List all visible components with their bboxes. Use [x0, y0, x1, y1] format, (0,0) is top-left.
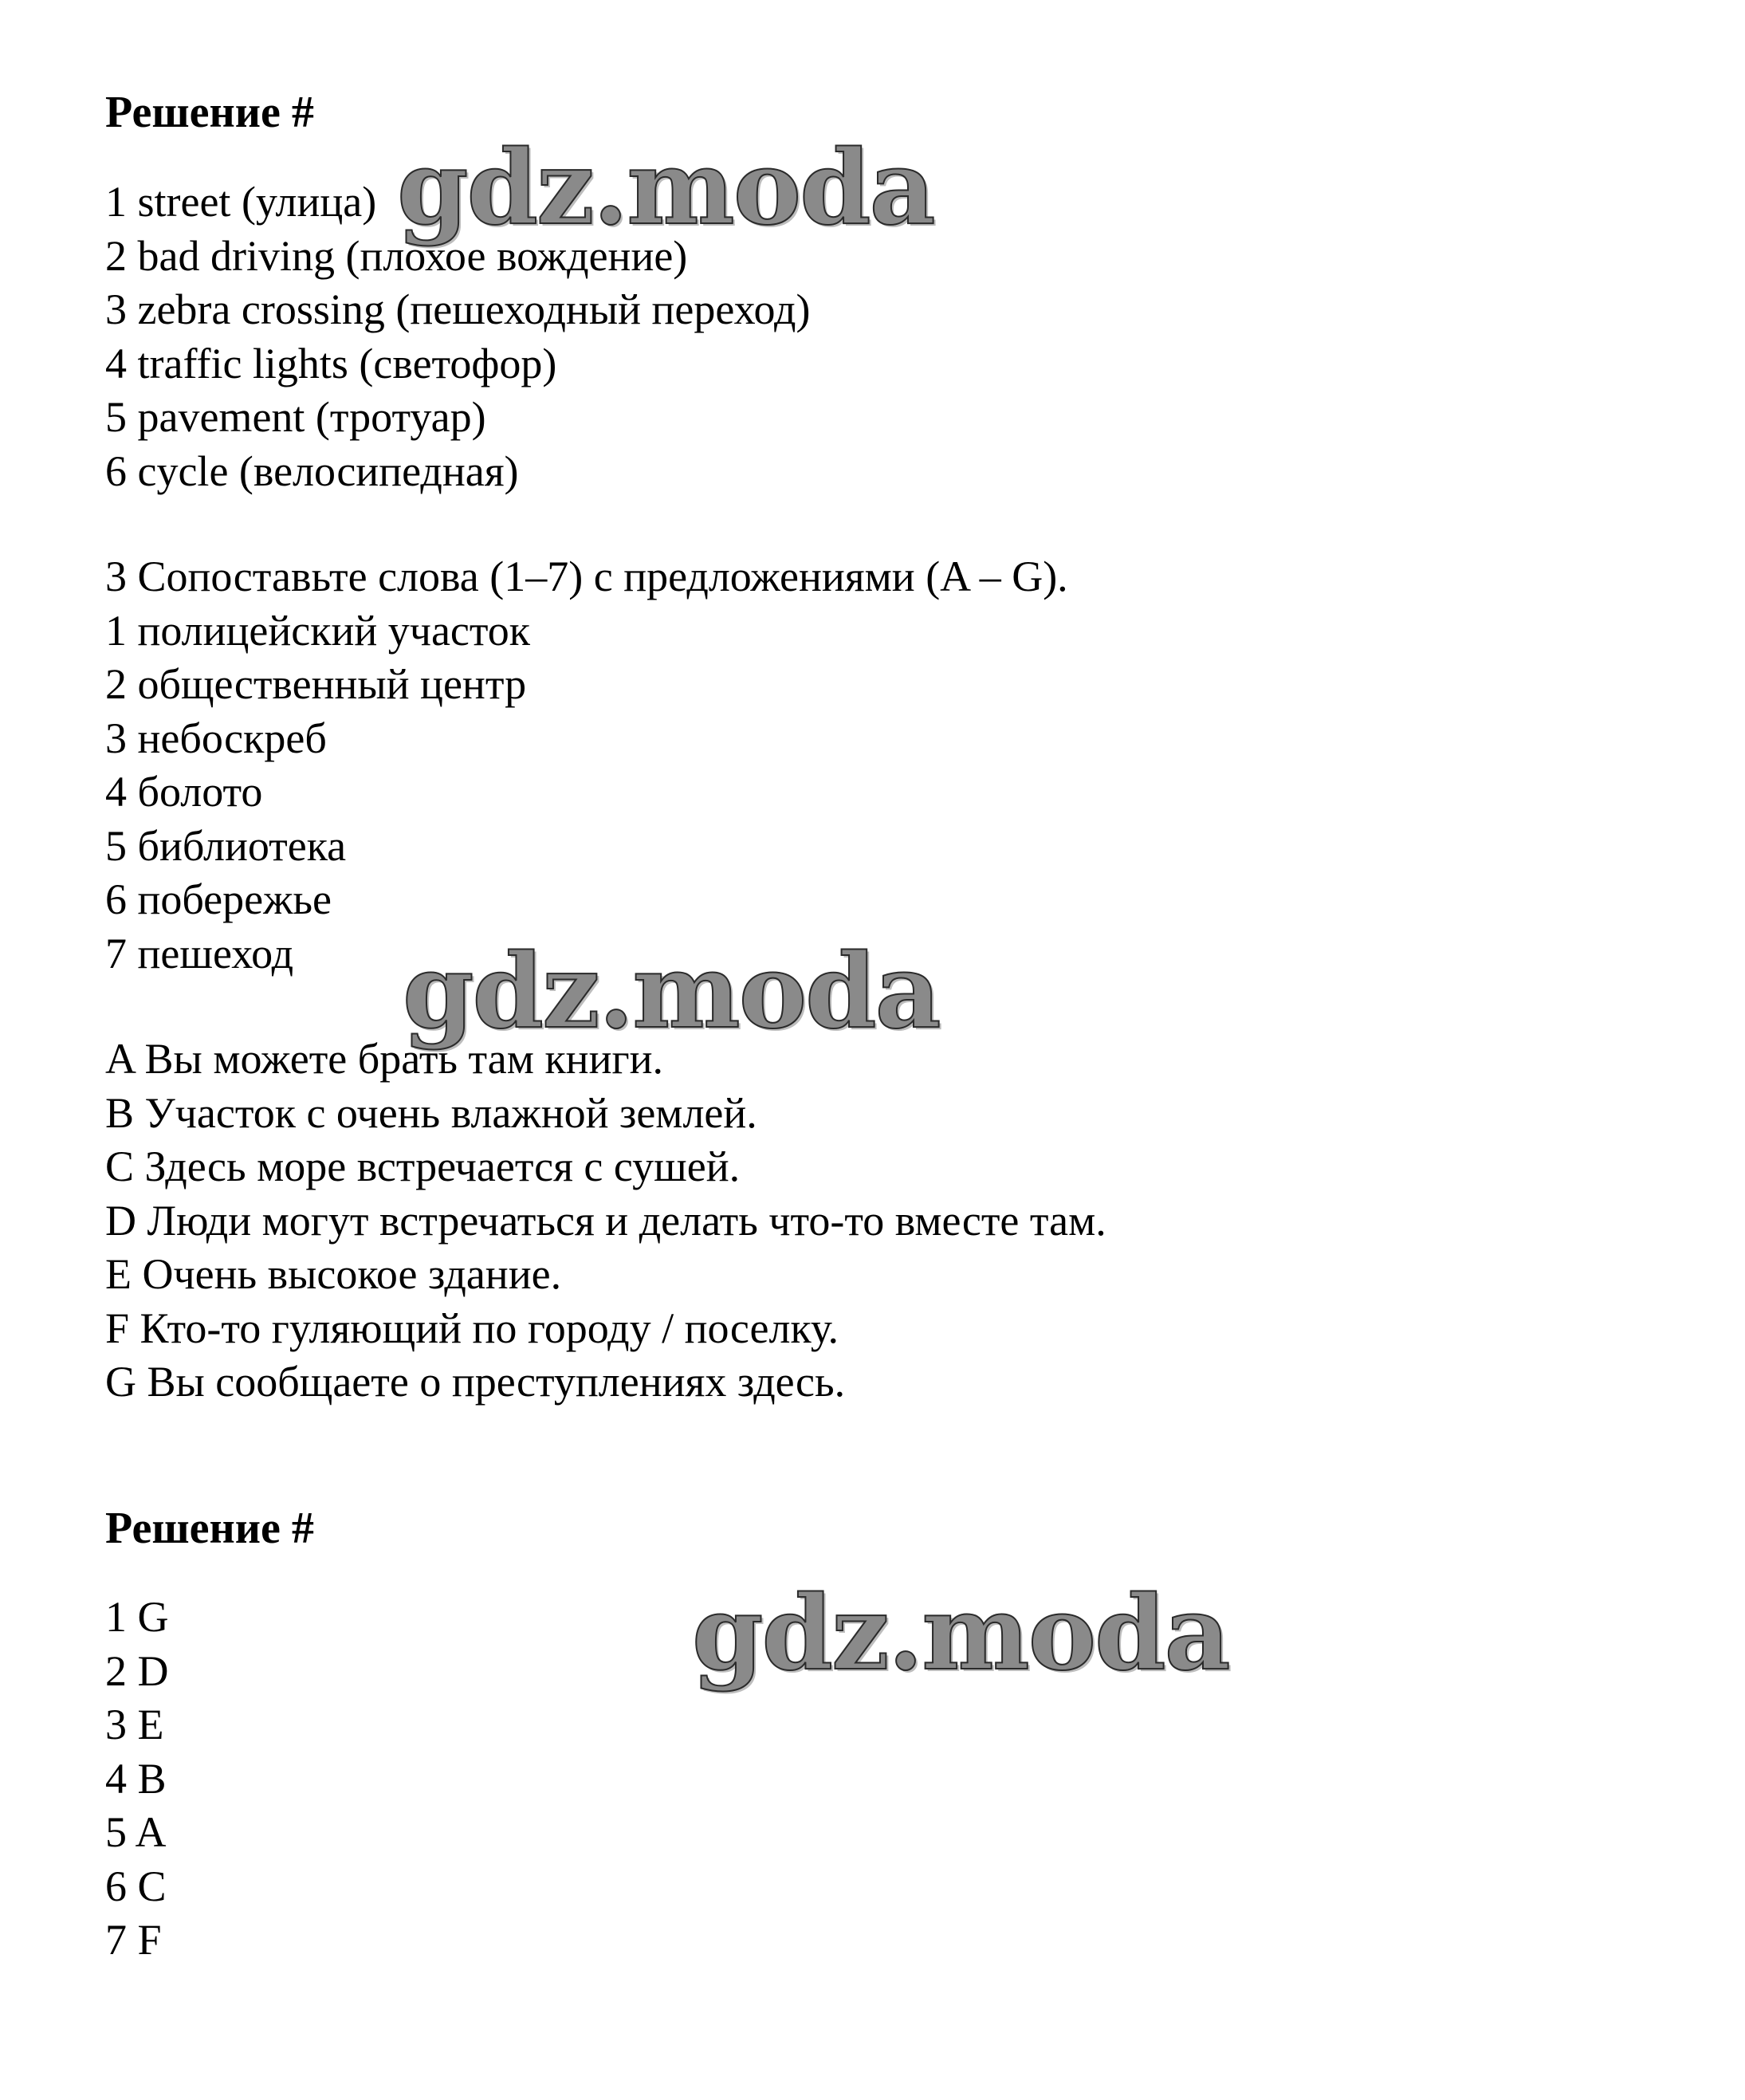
word-item: 4 болото — [105, 768, 263, 816]
sentence-item: D Люди могут встречаться и делать что-то вместе там. — [105, 1196, 1106, 1245]
solution-2-answers — [105, 1591, 169, 1968]
exercise-3-sentences — [105, 1032, 1106, 1410]
answer-item: 5 A — [105, 1808, 167, 1856]
word-item: 2 общественный центр — [105, 660, 527, 708]
sentence-item: G Вы сообщаете о преступлениях здесь. — [105, 1358, 846, 1406]
sentence-item: B Участок с очень влажной землей. — [105, 1088, 757, 1137]
answer-item: 1 G — [105, 1593, 169, 1641]
answer-item: 6 C — [105, 1862, 167, 1910]
list-item: 1 street (улица) — [105, 178, 377, 226]
sentence-item: E Очень высокое здание. — [105, 1250, 562, 1298]
solution-heading-2: Решение # — [105, 1504, 314, 1553]
word-item: 6 побережье — [105, 875, 332, 923]
sentence-item: C Здесь море встречается с сушей. — [105, 1142, 741, 1190]
solution-heading-1: Решение # — [105, 88, 314, 137]
list-item: 4 traffic lights (светофор) — [105, 339, 557, 387]
list-item: 6 cycle (велосипедная) — [105, 446, 519, 495]
word-item: 7 пешеход — [105, 929, 294, 977]
exercise-title: 3 Сопоставьте слова (1–7) с предложениями (A – G). — [105, 553, 1068, 600]
list-item: 3 zebra crossing (пешеходный переход) — [105, 285, 811, 333]
answer-item: 2 D — [105, 1646, 169, 1695]
watermark-logo: gdz.moda — [403, 932, 940, 1052]
answer-item: 4 B — [105, 1754, 167, 1803]
answer-item: 3 E — [105, 1701, 164, 1748]
list-item: 2 bad driving (плохое вождение) — [105, 231, 688, 280]
exercise-3-words — [105, 550, 1068, 981]
list-item: 5 pavement (тротуар) — [105, 393, 486, 441]
sentence-item: A Вы можете брать там книги. — [105, 1035, 664, 1083]
answer-item: 7 F — [105, 1916, 162, 1964]
word-item: 5 библиотека — [105, 821, 347, 870]
watermark-logo: gdz.moda — [397, 128, 934, 248]
word-item: 1 полицейский участок — [105, 606, 531, 655]
sentence-item: F Кто-то гуляющий по городу / поселку. — [105, 1304, 839, 1352]
watermark-logo: gdz.moda — [692, 1574, 1229, 1693]
word-item: 3 небоскреб — [105, 714, 327, 762]
